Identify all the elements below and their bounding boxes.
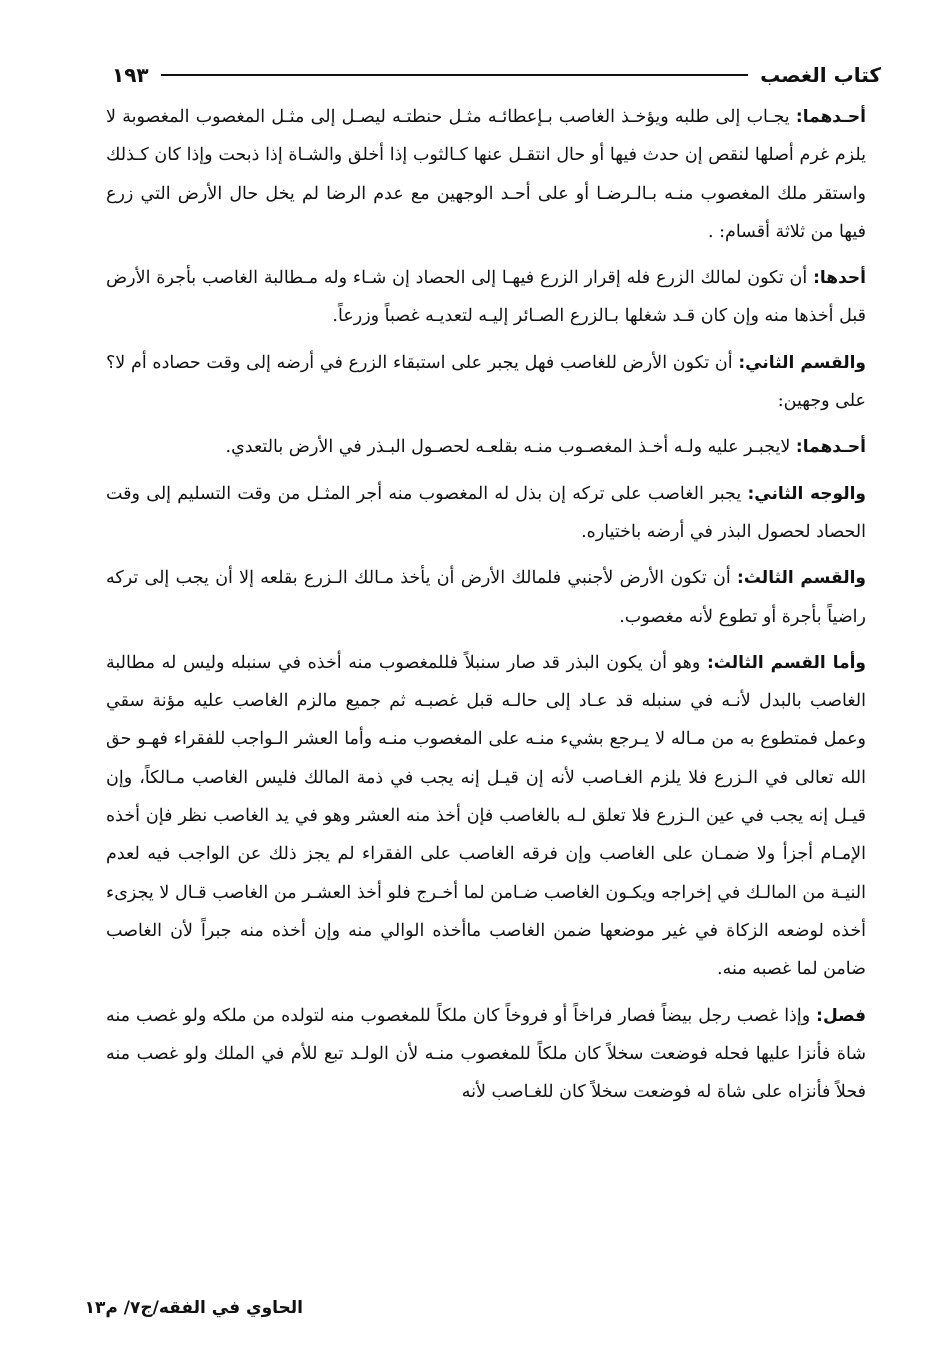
paragraph-lead: والوجه الثاني:: [747, 483, 866, 504]
paragraph: [106, 259, 866, 336]
paragraph-lead: وأما القسم الثالث:: [706, 652, 866, 673]
paragraph-text: لايجبـر عليه ولـه أخـذ المغصـوب منـه بقلعـه لحصـول البـذر في الأرض بالتعدي.: [225, 437, 796, 458]
paragraph: [106, 559, 866, 636]
paragraph: [106, 98, 866, 251]
paragraph-lead: أحـدهما:: [795, 107, 866, 127]
paragraph-text: وإذا غصب رجل بيضاً فصار فراخاً أو فروخاً كان ملكاً للمغصوب منه لتولده من ملكه ولو غصب منه شاة فأنزا عليها فحله فوضعت سخلاً كان ملكاً للمغصوب منـه لأن الولـد تبع للأم في الملك ولو غصب منه فحلاً فأنزاه على شاة له فوضعت سخلاً كان للغـاصب لأنه: [106, 1005, 866, 1103]
chapter-title: كتاب الغصب: [760, 63, 881, 87]
paragraph: [106, 428, 866, 466]
paragraph-text: يجبر الغاصب على تركه إن بذل له المغصوب منه أجر المثـل من وقت التسليم إلى وقت الحصاد لحصول البذر في أرضه باختياره.: [106, 483, 866, 542]
paragraph: [106, 644, 866, 989]
paragraph-text: يجـاب إلى طلبه ويؤخـذ الغاصب بـإعطائـه مثـل حنطتـه ليصـل إلى مثـل المغصوب المغصوبة لا يلزم غرم أصلها لنقص إن حدث فيها أو حال انتقـل عنها كـالثوب إذا أخلق والشـاة إذا ذبحت وإذا كان كـذلك واستقر ملك المغصوب منـه بـالـرضـا أو على أحـد الوجهين مع عدم الرضا لم يخل حال الأرض التي زرع فيها من ثلاثة أقسام: .: [106, 107, 866, 242]
paragraph-lead: أحدها:: [813, 268, 866, 289]
paragraph-text: وهو أن يكون البذر قد صار سنبلاً فللمغصوب منه أخذه في سنبله وليس له مطالبة الغاصب بالبدل لأنـه في سنبله قد عـاد إلى حالـه قبل غصبـه ثم جميع مالزم الغاصب عليه مؤنة سقي وعمل فمتطوع به من مـاله لا يـرجع بشيء منـه على المغصوب منـه وأما العشر الـواجب للفقراء فهـو حق الله تعالى في الـزرع فلا يلزم الغـاصب لأنه إن قيـل إنه يجب في ذمة المالك فليس الغاصب مـالكاً، وإن قيـل إنه يجب في عين الـزرع فلا تعلق لـه بالغاصب فإن أخذ منه العشر وهو في يد الغاصب نظر فإن أخذه الإمـام أجزأ ولا ضمـان على الغاصب وإن فرقه الغاصب على الفقراء لم يجز ذلك عن الواجب فيه لعدم النيـة من المالـك في إخراجه ويكـون الغاصب ضـامن لما أخـرج فلو أخذ العشـر من الغاصب قـال لا يجزىء أخذه لوضعه الزكاة في غير موضعها ضمن الغاصب ماأخذه الوالي منه وإن أخذه منه جبراً لأن الغاصب ضامن لما غصبه منه.: [106, 652, 866, 980]
paragraph-lead: فصل:: [816, 1005, 866, 1026]
paragraph: [106, 344, 866, 421]
paragraph-text: أن تكون لمالك الزرع فله إقرار الزرع فيهـا إلى الحصاد إن شـاء وله مـطالبة الغاصب بأجرة الأرض قبل أخذها منه وإن كان قـد شغلها بـالزرع الصـائر إليـه لتعديـه غصباً وزرعاً.: [106, 268, 866, 327]
footer-signature: الحاوي في الفقه/ج٧/ م١٣: [84, 1298, 303, 1318]
paragraph-lead: والقسم الثاني:: [738, 352, 866, 373]
paragraph: [106, 475, 866, 552]
body-text: [106, 98, 866, 1119]
paragraph-lead: أحـدهما:: [795, 437, 866, 458]
paragraph-text: أن تكون الأرض لأجنبي فلمالك الأرض أن يأخذ مـالك الـزرع بقلعه إلا أن يجب إلى تركه راضياً بأجرة أو تطوع لأنه مغصوب.: [106, 568, 866, 627]
page-number: ١٩٣: [112, 63, 149, 87]
header-rule: [161, 74, 748, 76]
paragraph: [106, 997, 866, 1112]
paragraph-lead: والقسم الثالث:: [737, 568, 866, 589]
paragraph-text: أن تكون الأرض للغاصب فهل يجبر على استبقاء الزرع في أرضه إلى وقت حصاده أم لا؟ على وجهين:: [106, 352, 866, 412]
running-header: [112, 60, 881, 90]
